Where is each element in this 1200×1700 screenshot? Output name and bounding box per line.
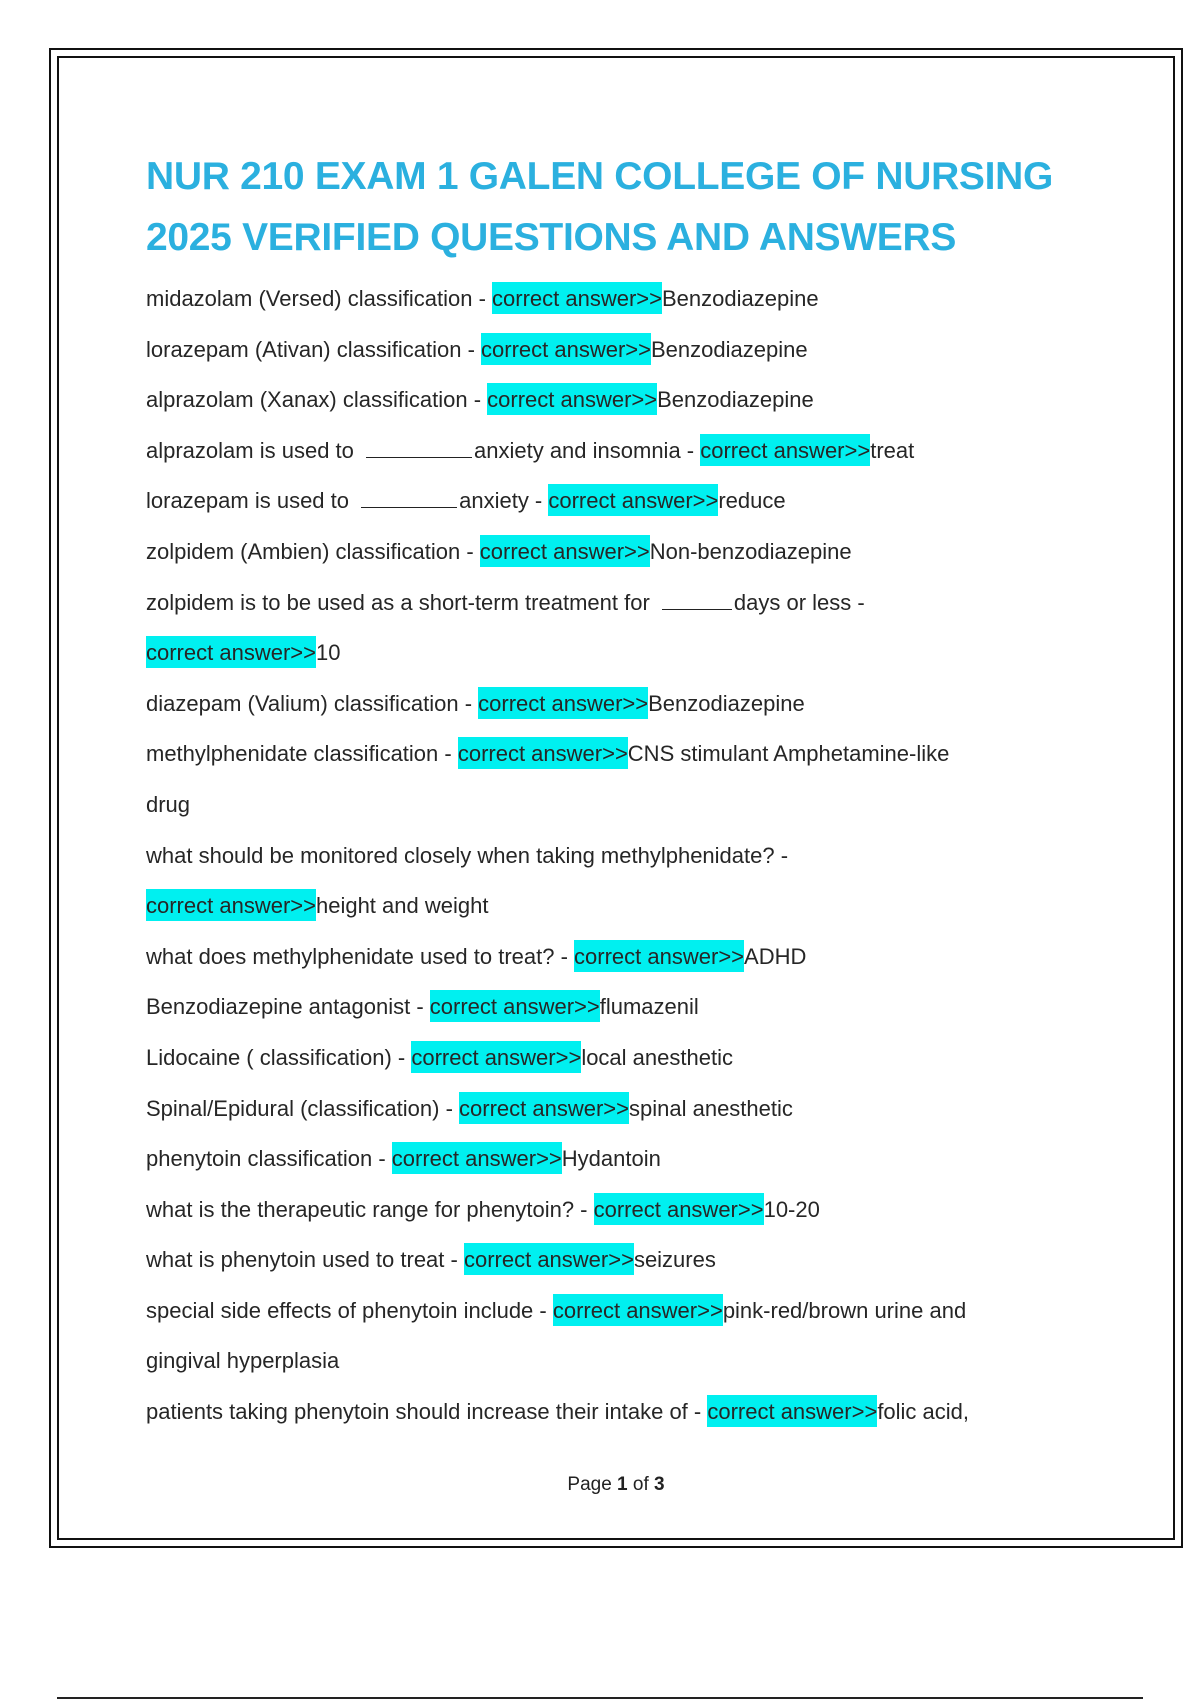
answer-marker-highlight: correct answer>>	[411, 1041, 581, 1073]
question-text: Benzodiazepine antagonist -	[146, 994, 430, 1020]
qa-line	[146, 881, 1076, 932]
answer-marker-highlight: correct answer>>	[492, 282, 662, 314]
fill-in-blank	[361, 485, 457, 508]
document-title: NUR 210 EXAM 1 GALEN COLLEGE OF NURSING 2025 VERIFIED QUESTIONS AND ANSWERS	[146, 155, 1054, 259]
qa-line	[146, 1286, 1076, 1337]
question-text: lorazepam (Ativan) classification -	[146, 336, 482, 362]
fill-in-blank	[366, 435, 472, 458]
qa-line	[146, 780, 1076, 831]
answer-text: height and weight	[315, 893, 489, 919]
question-text-continued: days or less -	[733, 589, 865, 615]
question-text: what does methylphenidate used to treat? -	[146, 943, 575, 969]
question-text: midazolam (Versed) classification -	[146, 286, 493, 311]
answer-marker-highlight: correct answer>>	[594, 1193, 764, 1225]
answer-text: Benzodiazepine	[657, 387, 814, 413]
question-text: lorazepam is used to	[146, 488, 356, 514]
answer-text: CNS stimulant Amphetamine-like	[627, 741, 950, 767]
qa-line	[146, 1084, 1076, 1135]
answer-marker-highlight: correct answer>>	[478, 687, 648, 719]
answer-text: treat	[870, 437, 915, 463]
question-text: diazepam (Valium) classification -	[146, 690, 479, 716]
answer-marker-highlight: correct answer>>	[480, 535, 650, 567]
question-text: zolpidem (Ambien) classification -	[146, 538, 480, 564]
question-text-continued: anxiety -	[459, 488, 549, 514]
answer-text: seizures	[633, 1247, 716, 1273]
qa-line	[146, 1185, 1076, 1236]
answer-marker-highlight: correct answer>>	[707, 1395, 877, 1427]
answer-marker-highlight: correct answer>>	[459, 1092, 629, 1124]
answer-text: Non-benzodiazepine	[649, 538, 852, 564]
answer-marker-highlight: correct answer>>	[487, 383, 657, 415]
question-text: methylphenidate classification -	[146, 741, 458, 767]
answer-text: Benzodiazepine	[648, 690, 805, 716]
question-text: phenytoin classification -	[146, 1146, 392, 1172]
question-text: alprazolam (Xanax) classification -	[146, 387, 488, 413]
answer-marker-highlight: correct answer>>	[458, 737, 628, 769]
question-text: special side effects of phenytoin include -	[146, 1297, 553, 1323]
question-text-continued: anxiety and insomnia -	[474, 437, 701, 463]
qa-list	[146, 274, 1076, 1438]
footer-current-page: 1	[617, 1474, 628, 1495]
answer-text: Hydantoin	[561, 1146, 661, 1172]
qa-line	[146, 1336, 1076, 1387]
qa-line	[146, 578, 1076, 629]
answer-text: ADHD	[744, 943, 807, 969]
answer-text: local anesthetic	[581, 1044, 733, 1070]
qa-line	[146, 679, 1076, 730]
question-text: drug	[146, 791, 191, 817]
answer-marker-highlight: correct answer>>	[700, 434, 870, 466]
question-text: patients taking phenytoin should increase their intake of -	[146, 1399, 708, 1425]
footer-total-pages: 3	[654, 1474, 665, 1495]
footer-prefix: Page	[567, 1474, 618, 1495]
answer-text: 10	[315, 640, 341, 666]
qa-line	[146, 628, 1076, 679]
answer-text: folic acid,	[877, 1399, 970, 1425]
qa-line	[146, 1134, 1076, 1185]
answer-text: Benzodiazepine	[650, 336, 808, 362]
page-footer	[0, 1474, 1200, 1496]
question-text: alprazolam is used to	[146, 437, 360, 463]
qa-line	[146, 325, 1076, 376]
question-text: what is phenytoin used to treat -	[146, 1247, 464, 1273]
answer-text: pink-red/brown urine and	[722, 1297, 967, 1323]
answer-marker-highlight: correct answer>>	[464, 1243, 634, 1275]
answer-marker-highlight: correct answer>>	[548, 484, 718, 516]
answer-text: spinal anesthetic	[629, 1095, 793, 1121]
question-text: gingival hyperplasia	[146, 1348, 340, 1374]
answer-marker-highlight: correct answer>>	[430, 990, 600, 1022]
qa-line	[146, 982, 1076, 1033]
qa-line	[146, 527, 1076, 578]
qa-line	[146, 932, 1076, 983]
answer-text: flumazenil	[599, 994, 699, 1020]
question-text: Spinal/Epidural (classification) -	[146, 1095, 460, 1121]
qa-line	[146, 476, 1076, 527]
fill-in-blank	[662, 587, 732, 610]
question-text: what is the therapeutic range for phenytoin? -	[146, 1196, 594, 1222]
qa-line	[146, 729, 1076, 780]
question-text: zolpidem is to be used as a short-term treatment for	[146, 589, 656, 615]
question-text: what should be monitored closely when taking methylphenidate? -	[146, 842, 789, 868]
answer-text: reduce	[718, 488, 786, 514]
answer-text: 10-20	[763, 1196, 820, 1222]
qa-line	[146, 1235, 1076, 1286]
qa-line	[146, 274, 1076, 325]
qa-line	[146, 375, 1076, 426]
answer-marker-highlight: correct answer>>	[146, 889, 316, 921]
answer-marker-highlight: correct answer>>	[146, 636, 316, 668]
qa-line	[146, 1387, 1076, 1438]
footer-middle: of	[627, 1474, 655, 1495]
qa-line	[146, 1033, 1076, 1084]
answer-text: Benzodiazepine	[661, 286, 819, 311]
qa-line	[146, 831, 1076, 882]
bottom-rule	[57, 1697, 1143, 1699]
answer-marker-highlight: correct answer>>	[392, 1142, 562, 1174]
qa-line	[146, 426, 1076, 477]
answer-marker-highlight: correct answer>>	[553, 1294, 723, 1326]
answer-marker-highlight: correct answer>>	[481, 333, 651, 365]
answer-marker-highlight: correct answer>>	[574, 940, 744, 972]
question-text: Lidocaine ( classification) -	[146, 1044, 412, 1070]
